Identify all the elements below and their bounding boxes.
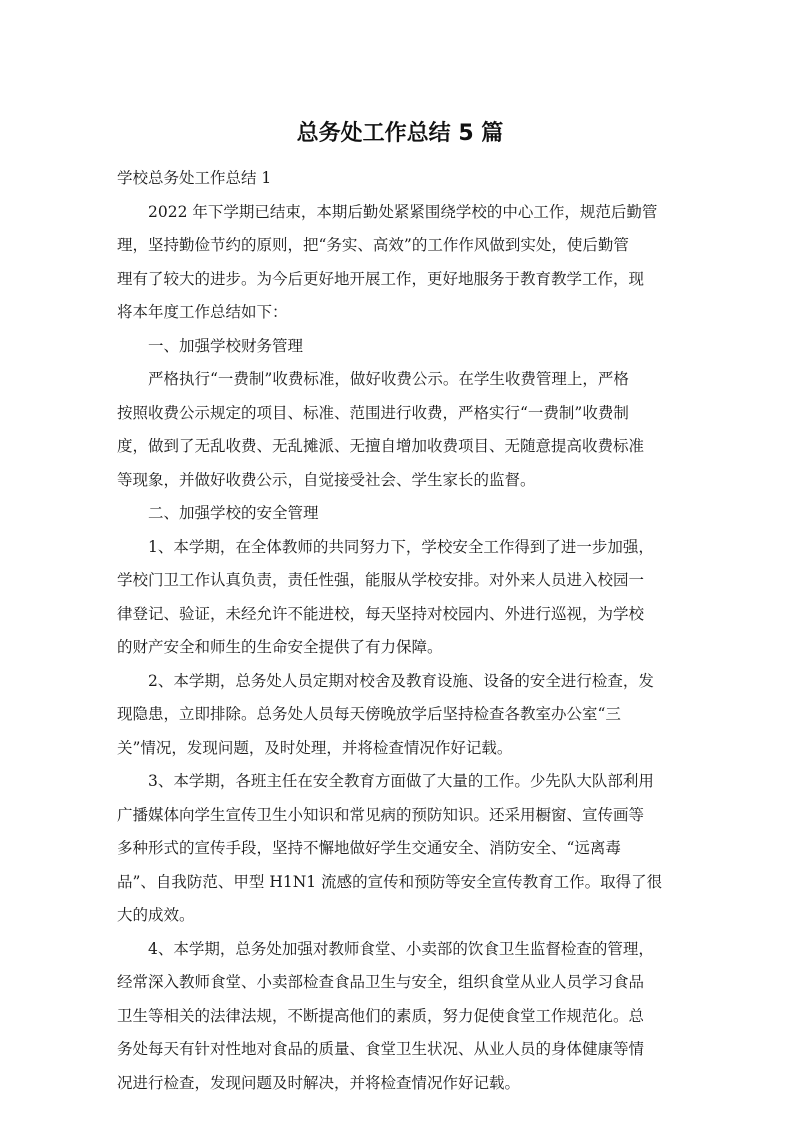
body-line: 将本年度工作总结如下： (117, 303, 288, 321)
section-subtitle: 学校总务处工作总结 1 (117, 169, 272, 187)
body-line: 现隐患，立即排除。总务处人员每天傍晚放学后坚持检查各教室办公室“三 (117, 705, 621, 723)
body-line: 的财产安全和师生的生命安全提供了有力保障。 (117, 638, 443, 656)
body-line: 按照收费公示规定的项目、标准、范围进行收费，严格实行“一费制”收费制 (117, 403, 629, 422)
body-line: 3、本学期，各班主任在安全教育方面做了大量的工作。少先队大队部利用 (148, 772, 654, 790)
body-line: 务处每天有针对性地对食品的质量、食堂卫生状况、从业人员的身体健康等情 (117, 1040, 645, 1058)
body-line: 多种形式的宣传手段，坚持不懈地做好学生交通安全、消防安全、“远离毒 (117, 839, 621, 857)
body-line: 学校门卫工作认真负责，责任性强，能服从学校安排。对外来人员进入校园一 (117, 571, 645, 589)
document-body (117, 162, 687, 1100)
body-line: 4、本学期，总务处加强对教师食堂、小卖部的饮食卫生监督检查的管理， (148, 939, 654, 958)
body-line: 二、加强学校的安全管理 (148, 504, 319, 522)
body-line: 关”情况，发现问题，及时处理，并将检查情况作好记载。 (117, 738, 513, 757)
body-line: 卫生等相关的法律法规，不断提高他们的素质，努力促使食堂工作规范化。总 (117, 1006, 645, 1025)
body-line: 大的成效。 (117, 906, 195, 924)
body-line: 律登记、验证，未经允许不能进校，每天坚持对校园内、外进行巡视，为学校 (117, 604, 645, 623)
body-line: 等现象，并做好收费公示，自觉接受社会、学生家长的监督。 (117, 470, 536, 489)
body-line: 严格执行“一费制”收费标准，做好收费公示。在学生收费管理上，严格 (148, 370, 629, 388)
document-title: 总务处工作总结 5 篇 (296, 121, 504, 146)
body-line: 1、本学期，在全体教师的共同努力下，学校安全工作得到了进一步加强， (148, 537, 654, 556)
body-line: 品”、自我防范、甲型 H1N1 流感的宣传和预防等安全宣传教育工作。取得了很 (117, 872, 663, 891)
body-line: 2、本学期，总务处人员定期对校舍及教育设施、设备的安全进行检查，发 (148, 671, 654, 690)
body-line: 一、加强学校财务管理 (148, 336, 304, 355)
body-line: 理有了较大的进步。为今后更好地开展工作，更好地服务于教育教学工作，现 (117, 269, 645, 288)
body-line: 理，坚持勤俭节约的原则，把“务实、高效”的工作作风做到实处，使后勤管 (117, 236, 629, 254)
body-lines (117, 196, 687, 1101)
body-line: 况进行检查，发现问题及时解决，并将检查情况作好记载。 (117, 1073, 521, 1092)
body-line: 经常深入教师食堂、小卖部检查食品卫生与安全，组织食堂从业人员学习食品 (117, 973, 645, 991)
body-line: 度，做到了无乱收费、无乱摊派、无擅自增加收费项目、无随意提高收费标准 (117, 437, 645, 455)
body-line: 广播媒体向学生宣传卫生小知识和常见病的预防知识。还采用橱窗、宣传画等 (117, 805, 645, 824)
body-line: 2022 年下学期已结束，本期后勤处紧紧围绕学校的中心工作，规范后勤管 (148, 202, 658, 221)
